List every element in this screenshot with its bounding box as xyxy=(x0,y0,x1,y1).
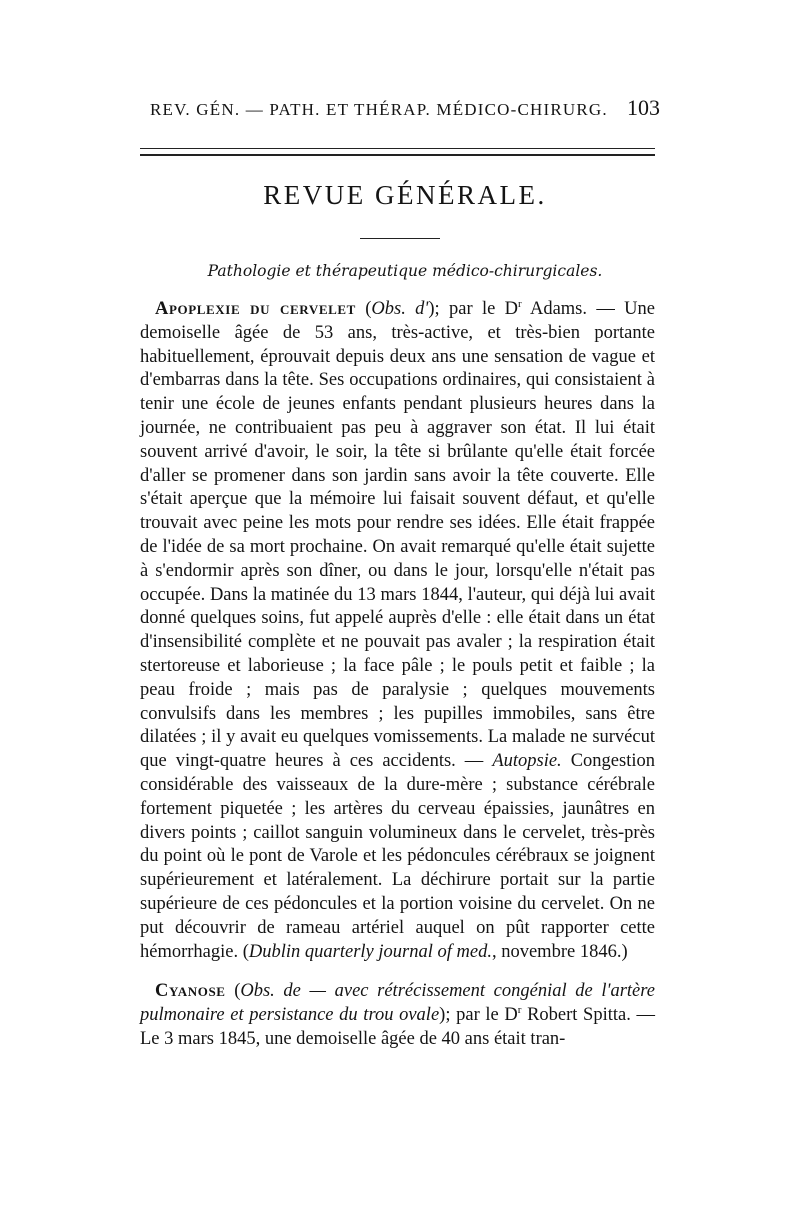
article-heading: Apoplexie du cervelet xyxy=(155,299,356,319)
obs-close: ); par le D xyxy=(428,299,518,319)
running-title: REV. GÉN. — PATH. ET THÉRAP. MÉDICO-CHIRURG. xyxy=(150,100,608,119)
article-heading: Cyanose xyxy=(155,981,226,1002)
journal-source: Dublin quarterly journal of med. xyxy=(248,941,492,962)
obs-reference: Obs. d' xyxy=(371,299,429,319)
article-author: Adams. — xyxy=(521,299,625,319)
obs-open: ( xyxy=(225,981,241,1002)
article-author: Robert Spitta. — xyxy=(521,1005,655,1026)
obs-reference: Obs. de — avec rétrécissement congénial de l'artère pulmonaire et persistance du trou ovale xyxy=(140,981,655,1026)
autopsie-label: Autopsie. xyxy=(492,751,562,772)
obs-open: ( xyxy=(355,299,372,319)
article-text-continued: Congestion considérable des vaisseaux de la dure-mère ; substance cérébrale fortement piquetée ; les artères du cerveau épaissies, jaunâtres en divers points ; caillot sanguin volumineux dans le cervelet, très-près du point où le pont de Varole et les pédoncules cérébraux se joignent supérieurement et latéralement. La déchirure portait sur la partie supérieure de ces pédoncules et la portion voisine du cervelet. On ne put découvrir de rameau artériel auquel on pût rapporter cette hémorrhagie. ( xyxy=(140,751,655,962)
doctor-superscript: r xyxy=(517,297,522,310)
header-double-rule xyxy=(140,148,655,156)
page-number: 103 xyxy=(627,95,660,120)
section-subtitle: Pathologie et thérapeutique médico-chirurgicales. xyxy=(207,262,603,280)
doctor-superscript: r xyxy=(517,1003,522,1016)
article-text: Le 3 mars 1845, une demoiselle âgée de 40 ans était tran- xyxy=(140,1028,566,1049)
article-cyanose xyxy=(140,980,655,1051)
obs-close: ); par le D xyxy=(439,1005,518,1026)
running-head xyxy=(150,95,660,125)
journal-date: , novembre 1846.) xyxy=(491,941,628,962)
title-short-rule xyxy=(360,238,440,239)
section-title: REVUE GÉNÉRALE. xyxy=(263,180,547,210)
article-apoplexie xyxy=(140,298,655,964)
article-text: Une demoiselle âgée de 53 ans, très-active, et très-bien portante habituellement, éprouvait depuis deux ans une sensation de vague et d'embarras dans la tête. Ses occupations ordinaires, qui consistaient à tenir une école de jeunes enfants pendant plusieurs heures dans la journée, ne contribuaient pas peu à aggraver son état. Il lui était souvent arrivé d'avoir, le soir, la tête si brûlante qu'elle était forcée d'aller se promener dans son jardin sans avoir la tête couverte. Elle s'était aperçue que la mémoire lui faisait souvent défaut, et qu'elle trouvait avec peine les mots pour rendre ses idées. Elle était frappée de l'idée de sa mort prochaine. On avait remarqué qu'elle était sujette à s'endormir après son dîner, ou dans le jour, lorsqu'elle n'était pas occupée. Dans la matinée du 13 mars 1844, l'auteur, qui déjà lui avait donné quelques soins, fut appelé auprès d'elle : elle était dans un état d'insensibilité complète et ne pouvait pas avaler ; la respiration était stertoreuse et laborieuse ; la face pâle ; le pouls petit et faible ; la peau froide ; mais pas de paralysie ; quelques mouvements convulsifs dans les membres ; les pupilles immobiles, sans être dilatées ; il y avait eu quelques vomissements. La malade ne survécut que vingt-quatre heures à ces accidents. — xyxy=(140,299,655,772)
body-text xyxy=(140,298,655,1052)
